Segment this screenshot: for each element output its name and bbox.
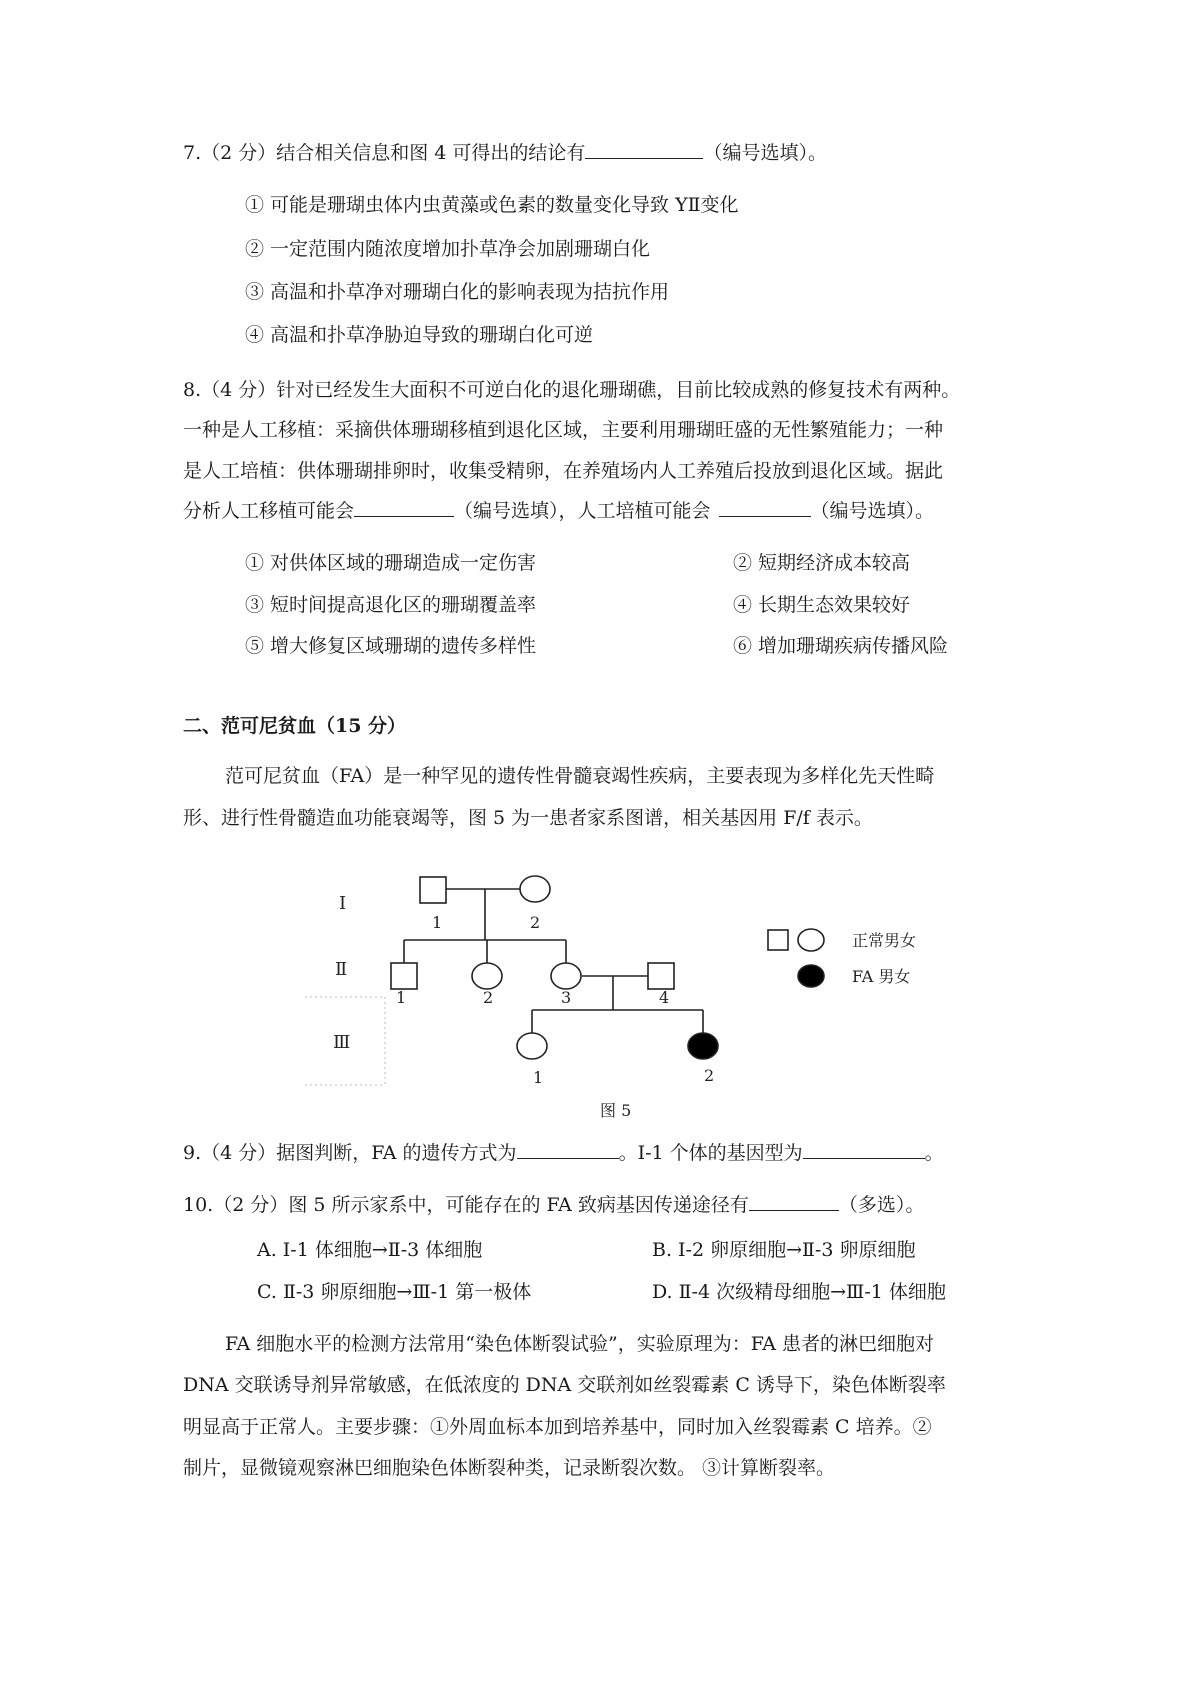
individual-I-1-male xyxy=(420,877,446,903)
generation-III-label: Ⅲ xyxy=(333,1032,351,1053)
fa-test-line-1: FA 细胞水平的检测方法常用“染色体断裂试验”，实验原理为：FA 患者的淋巴细胞对 xyxy=(225,1333,935,1355)
generation-II-label: Ⅱ xyxy=(335,959,348,980)
q8-line-2: 一种是人工移植：采摘供体珊瑚移植到退化区域，主要利用珊瑚旺盛的无性繁殖能力；一种 xyxy=(183,419,944,441)
q8-option-4: ④ 长期生态效果较好 xyxy=(733,594,911,616)
section-2-intro-line-1: 范可尼贫血（FA）是一种罕见的遗传性骨髓衰竭性疾病，主要表现为多样化先天性畸 xyxy=(225,765,935,787)
q10-blank[interactable] xyxy=(749,1192,839,1211)
label-II-4: 4 xyxy=(659,988,670,1007)
q9-c: 。 xyxy=(924,1142,944,1164)
q8-line-4-b: （编号选填），人工培植可能会 xyxy=(454,500,711,522)
q7-stem-after: （编号选填）。 xyxy=(703,142,827,164)
q7-stem-before: 7.（2 分）结合相关信息和图 4 可得出的结论有 xyxy=(183,142,586,164)
q10-option-d: D. Ⅱ-4 次级精母细胞→Ⅲ-1 体细胞 xyxy=(652,1281,946,1303)
q10-option-a: A. Ⅰ-1 体细胞→Ⅱ-3 体细胞 xyxy=(257,1239,483,1261)
individual-II-1-male xyxy=(391,963,417,989)
q10-option-c: C. Ⅱ-3 卵原细胞→Ⅲ-1 第一极体 xyxy=(257,1281,532,1303)
label-I-2: 2 xyxy=(530,913,541,932)
q10-a: 10.（2 分）图 5 所示家系中，可能存在的 FA 致病基因传递途径有 xyxy=(183,1194,749,1216)
label-II-3: 3 xyxy=(561,988,572,1007)
legend-fa-female-icon xyxy=(798,965,824,987)
individual-III-1-female xyxy=(517,1033,547,1059)
q9-a: 9.（4 分）据图判断，FA 的遗传方式为 xyxy=(183,1142,517,1164)
fa-test-line-4: 制片，显微镜观察淋巴细胞染色体断裂种类，记录断裂次数。 ③计算断裂率。 xyxy=(183,1457,836,1479)
legend-normal-label: 正常男女 xyxy=(852,931,917,950)
q9-b: 。Ⅰ-1 个体的基因型为 xyxy=(618,1142,803,1164)
fa-test-line-3: 明显高于正常人。主要步骤：①外周血标本加到培养基中，同时加入丝裂霉素 C 培养。② xyxy=(183,1416,932,1438)
figure-caption: 图 5 xyxy=(600,1101,632,1120)
individual-II-4-male xyxy=(648,963,674,989)
label-II-2: 2 xyxy=(483,988,494,1007)
q8-line-1: 8.（4 分）针对已经发生大面积不可逆白化的退化珊瑚礁，目前比较成熟的修复技术有两种。 xyxy=(183,379,961,401)
q9-blank-1[interactable] xyxy=(517,1140,619,1159)
label-I-1: 1 xyxy=(432,913,443,932)
q8-option-3: ③ 短时间提高退化区的珊瑚覆盖率 xyxy=(245,594,537,616)
pedigree-lines xyxy=(404,889,703,1033)
legend-normal-male-icon xyxy=(768,930,788,950)
q8-option-2: ② 短期经济成本较高 xyxy=(733,552,911,574)
label-II-1: 1 xyxy=(396,988,407,1007)
individual-I-2-female xyxy=(520,876,550,902)
generation-I-label: Ⅰ xyxy=(339,893,347,914)
q7-option-4: ④ 高温和扑草净胁迫导致的珊瑚白化可逆 xyxy=(245,324,594,346)
individual-II-3-female xyxy=(551,963,581,989)
q9-blank-2[interactable] xyxy=(803,1140,925,1159)
legend-fa-label: FA 男女 xyxy=(852,967,911,986)
section-2-intro-line-2: 形、进行性骨髓造血功能衰竭等，图 5 为一患者家系图谱，相关基因用 F/f 表示。 xyxy=(183,807,873,829)
q10-b: （多选）。 xyxy=(838,1194,925,1216)
q10-option-b: B. Ⅰ-2 卵原细胞→Ⅱ-3 卵原细胞 xyxy=(652,1239,916,1261)
section-2-title: 二、范可尼贫血（15 分） xyxy=(183,715,407,737)
q8-option-6: ⑥ 增加珊瑚疾病传播风险 xyxy=(733,635,949,657)
q7-option-3: ③ 高温和扑草净对珊瑚白化的影响表现为拮抗作用 xyxy=(245,281,670,303)
legend-normal-female-icon xyxy=(798,929,824,951)
q8-option-1: ① 对供体区域的珊瑚造成一定伤害 xyxy=(245,552,537,574)
individual-II-2-female xyxy=(472,963,502,989)
individual-III-2-affected-female xyxy=(688,1033,718,1059)
fa-test-line-2: DNA 交联诱导剂异常敏感，在低浓度的 DNA 交联剂如丝裂霉素 C 诱导下，染色体断裂率 xyxy=(183,1374,946,1396)
q8-line-4-c: （编号选填）。 xyxy=(810,500,935,522)
q8-line-4-a: 分析人工移植可能会 xyxy=(183,500,355,522)
label-III-2: 2 xyxy=(704,1066,715,1085)
label-III-1: 1 xyxy=(533,1068,544,1087)
q10-line xyxy=(183,1192,924,1218)
q8-option-5: ⑤ 增大修复区域珊瑚的遗传多样性 xyxy=(245,635,537,657)
q7-option-2: ② 一定范围内随浓度增加扑草净会加剧珊瑚白化 xyxy=(245,238,651,260)
q9-line xyxy=(183,1140,944,1166)
q7-option-1: ① 可能是珊瑚虫体内虫黄藻或色素的数量变化导致 YⅡ变化 xyxy=(245,194,739,216)
q8-line-3: 是人工培植：供体珊瑚排卵时，收集受精卵，在养殖场内人工养殖后投放到退化区域。据此 xyxy=(183,460,944,482)
